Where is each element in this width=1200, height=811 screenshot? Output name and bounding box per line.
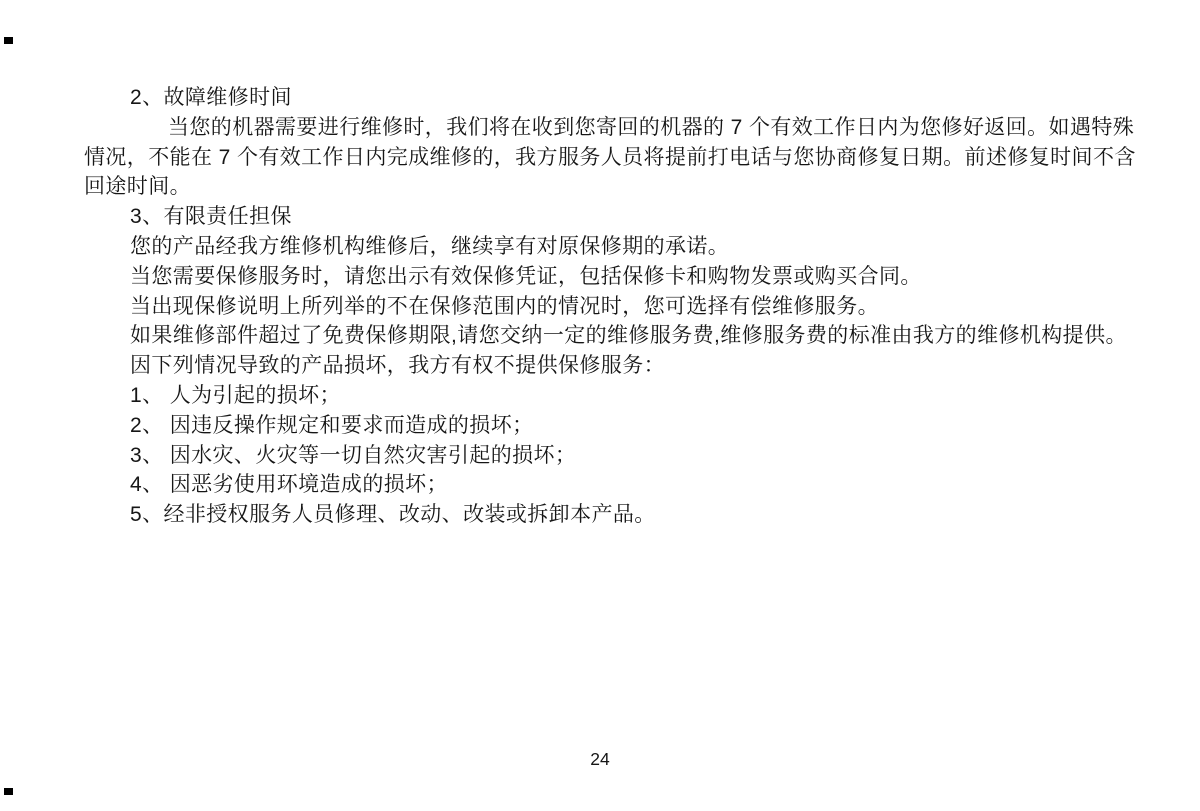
scan-artifact-bottom-left <box>4 788 13 795</box>
doc-line-list-item-1: 1、 人为引起的损坏； <box>130 383 341 407</box>
doc-line-list-item-4: 4、 因恶劣使用环境造成的损坏； <box>130 473 448 497</box>
doc-line: 回途时间。 <box>84 175 191 199</box>
doc-line: 您的产品经我方维修机构维修后，继续享有对原保修期的承诺。 <box>130 234 730 258</box>
page-number: 24 <box>590 749 610 769</box>
doc-line-list-item-5: 5、经非授权服务人员修理、改动、改装或拆卸本产品。 <box>130 503 656 527</box>
doc-line: 情况，不能在 7 个有效工作日内完成维修的，我方服务人员将提前打电话与您协商修复日期。前述修复时间不含 <box>84 145 1136 169</box>
doc-line-list-item-2: 2、 因违反操作规定和要求而造成的损坏； <box>130 413 534 437</box>
doc-line: 当您需要保修服务时，请您出示有效保修凭证，包括保修卡和购物发票或购买合同。 <box>130 264 922 288</box>
doc-line-heading-repair-time: 2、故障维修时间 <box>130 86 292 109</box>
doc-line: 因下列情况导致的产品损坏，我方有权不提供保修服务： <box>130 354 665 378</box>
doc-line-heading-limited-liability: 3、有限责任担保 <box>130 205 292 229</box>
scan-artifact-top-left <box>4 37 13 44</box>
doc-line: 当出现保修说明上所列举的不在保修范围内的情况时，您可选择有偿维修服务。 <box>130 294 879 318</box>
document-body <box>84 83 1180 530</box>
doc-line: 如果维修部件超过了免费保修期限,请您交纳一定的维修服务费,维修服务费的标准由我方的维修机构提供。 <box>130 324 1127 348</box>
doc-line: 当您的机器需要进行维修时，我们将在收到您寄回的机器的 7 个有效工作日内为您修好返回。如遇特殊 <box>168 115 1135 139</box>
doc-line-list-item-3: 3、 因水灾、火灾等一切自然灾害引起的损坏； <box>130 443 577 467</box>
